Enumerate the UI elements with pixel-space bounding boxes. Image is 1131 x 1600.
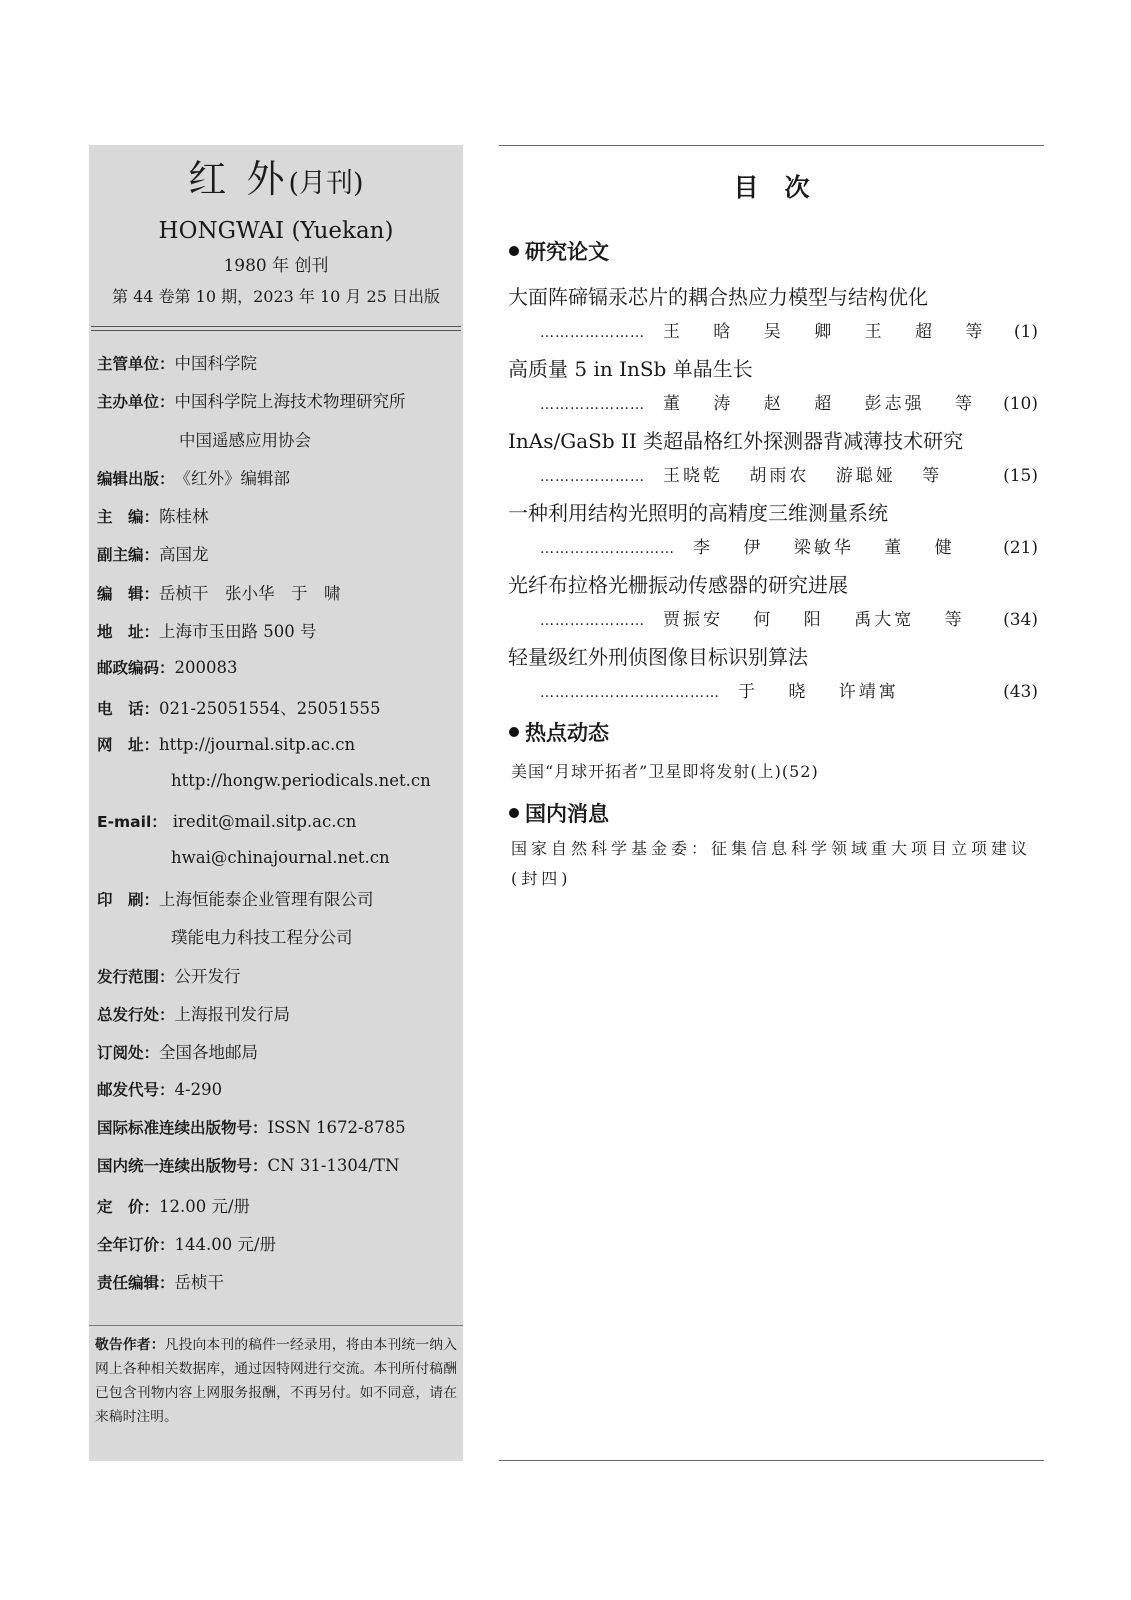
article-byline: ………………… 王 晗 吴 卿 王 超 等 (1): [540, 322, 1038, 342]
journal-title-cn: [89, 157, 463, 206]
article-title[interactable]: 大面阵碲镉汞芯片的耦合热应力模型与结构优化: [508, 285, 928, 309]
info-row: 定 价： 12.00 元/册: [97, 1196, 251, 1216]
info-row: 地 址： 上海市玉田路 500 号: [97, 622, 317, 642]
info-row: 国内统一连续出版物号： CN 31-1304/TN: [97, 1156, 400, 1176]
domestic-news-item[interactable]: 国家自然科学基金委：征集信息科学领域重大项目立项建议(封四): [511, 839, 1032, 888]
article-title[interactable]: 轻量级红外刑侦图像目标识别算法: [508, 645, 808, 669]
info-row: 网 址： http://journal.sitp.ac.cn: [97, 734, 356, 754]
info-row: 编 辑： 岳桢干 张小华 于 啸: [97, 583, 341, 603]
bullet-icon: [509, 246, 519, 256]
section-hot-news: 热点动态: [509, 717, 609, 747]
info-row: 发行范围： 公开发行: [97, 966, 241, 986]
issue-info: 第 44 卷第 10 期，2023 年 10 月 25 日出版: [112, 287, 440, 306]
info-row: hwai@chinajournal.net.cn: [171, 847, 390, 867]
bottom-divider: [499, 1460, 1044, 1461]
info-row: 主 编： 陈桂林: [97, 507, 209, 527]
bullet-icon: [509, 808, 519, 818]
article-byline: ……………………… 李 伊 梁敏华 董 健 (21): [540, 538, 1038, 558]
title-cn-text: 红 外: [188, 157, 289, 201]
top-divider: [499, 145, 1044, 146]
info-row: 国际标准连续出版物号： ISSN 1672-8785: [97, 1117, 406, 1137]
journal-info-panel: [89, 145, 463, 1461]
toc-title: 目次: [733, 173, 836, 202]
info-row: 邮发代号： 4-290: [97, 1079, 223, 1099]
section-research-papers: 研究论文: [509, 236, 609, 266]
article-byline: ………………… 董 涛 赵 超 彭志强 等 (10): [540, 394, 1038, 414]
info-row: 主办单位： 中国科学院上海技术物理研究所: [97, 392, 406, 412]
info-row: 主管单位： 中国科学院: [97, 354, 258, 373]
author-notice: 敬告作者：凡投向本刊的稿件一经录用，将由本刊统一纳入网上各种相关数据库，通过因特网进行交流。本刊所付稿酬已包含刊物内容上网服务报酬，不再另付。如不同意，请在来稿时注明。: [95, 1337, 457, 1425]
article-title[interactable]: 一种利用结构光照明的高精度三维测量系统: [508, 501, 888, 525]
info-row: 总发行处： 上海报刊发行局: [97, 1005, 291, 1025]
title-suffix: (月刊): [288, 168, 364, 199]
hot-news-item[interactable]: 美国“月球开拓者”卫星即将发射(上)(52): [511, 762, 819, 781]
publication-info-list: [97, 350, 457, 1307]
info-row: 全年订价： 144.00 元/册: [97, 1234, 277, 1254]
info-row: 印 刷： 上海恒能泰企业管理有限公司: [97, 890, 374, 910]
article-title[interactable]: 高质量 5 in InSb 单晶生长: [508, 357, 753, 381]
info-row: 电 话： 021-25051554、25051555: [97, 698, 381, 718]
masthead: [89, 145, 463, 308]
info-row: 邮政编码： 200083: [97, 658, 238, 678]
article-byline: ……………………………… 于 晓 许靖寓 (43): [540, 682, 1038, 702]
double-divider: [91, 326, 461, 331]
bullet-icon: [509, 727, 519, 737]
section-domestic-news: 国内消息: [509, 798, 609, 828]
info-row: 中国遥感应用协会: [179, 430, 311, 450]
journal-title-en: HONGWAI (Yuekan): [158, 218, 394, 244]
info-row: 副主编： 高国龙: [97, 545, 209, 565]
info-row: 责任编辑： 岳桢干: [97, 1273, 225, 1293]
article-byline: ………………… 王晓乾 胡雨农 游聪娅 等 (15): [540, 466, 1038, 486]
info-row: E-mail： iredit@mail.sitp.ac.cn: [97, 811, 357, 831]
info-row: 璞能电力科技工程分公司: [171, 928, 353, 948]
info-row: http://hongw.periodicals.net.cn: [171, 771, 431, 791]
article-title[interactable]: 光纤布拉格光栅振动传感器的研究进展: [508, 573, 848, 597]
article-byline: ………………… 贾振安 何 阳 禹大宽 等 (34): [540, 610, 1038, 630]
article-title[interactable]: InAs/GaSb II 类超晶格红外探测器背减薄技术研究: [508, 429, 964, 453]
info-row: 订阅处： 全国各地邮局: [97, 1043, 259, 1063]
notice-divider: [89, 1325, 463, 1326]
info-row: 编辑出版： 《红外》编辑部: [97, 468, 291, 488]
founded-year: 1980 年 创刊: [223, 256, 329, 276]
